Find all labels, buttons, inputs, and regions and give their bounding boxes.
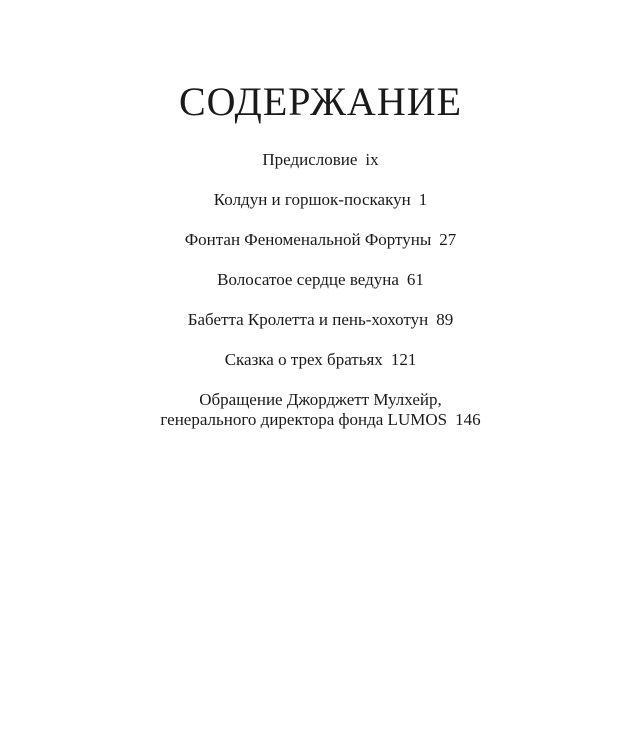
toc-entry-page: 27: [439, 230, 457, 249]
toc-entry-hairy-heart: [0, 270, 641, 290]
toc-entry-title-line2: генерального директора фонда LUMOS: [160, 410, 448, 429]
page-title: СОДЕРЖАНИЕ: [178, 79, 463, 124]
toc-entry-title: Предисловие: [262, 150, 358, 169]
table-of-contents: [0, 150, 641, 450]
toc-entry-wizard-pot: [0, 190, 641, 210]
toc-entry-page: 61: [406, 270, 424, 289]
toc-entry-three-brothers: [0, 350, 641, 370]
toc-entry-title-line1: Обращение Джорджетт Мулхейр,: [199, 390, 442, 409]
toc-entry-babbitty: [0, 310, 641, 330]
toc-entry-title: Колдун и горшок-поскакун: [213, 190, 411, 209]
toc-entry-fountain: [0, 230, 641, 250]
toc-entry-title: Волосатое сердце ведуна: [217, 270, 399, 289]
toc-entry-title-line2-wrap: [0, 410, 641, 430]
toc-entry-page: ix: [365, 150, 379, 169]
toc-entry-preface: [0, 150, 641, 170]
toc-entry-page: 1: [418, 190, 428, 209]
toc-entry-title: Фонтан Феноменальной Фортуны: [184, 230, 432, 249]
toc-entry-title: Бабетта Кролетта и пень-хохотун: [187, 310, 429, 329]
toc-entry-page: 121: [390, 350, 417, 369]
toc-entry-page: 89: [436, 310, 454, 329]
toc-entry-page: 146: [455, 410, 481, 429]
toc-entry-title: Сказка о трех братьях: [224, 350, 383, 369]
toc-entry-address: [0, 390, 641, 430]
